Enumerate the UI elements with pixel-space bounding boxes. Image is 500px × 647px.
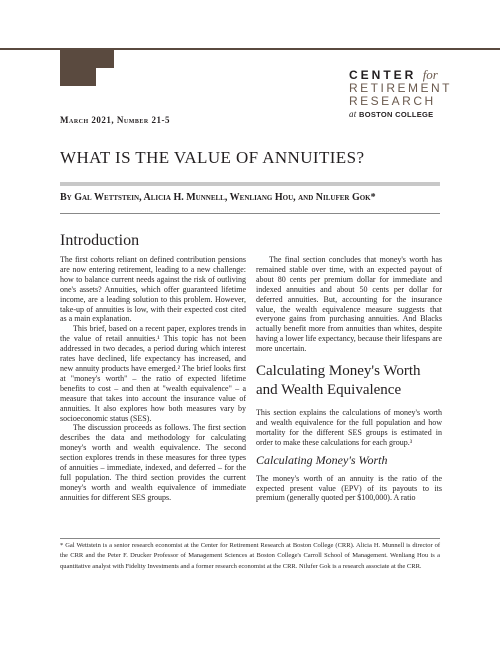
section-paragraph: This section explains the calculations of money's worth and wealth equivalence for the full population and how mortality for the different SES groups is estimated in order to make these calculations for each group.³: [256, 408, 442, 447]
subsection-heading: Calculating Money's Worth: [256, 452, 388, 467]
author-rule: [60, 213, 440, 214]
crr-logo: [349, 68, 452, 121]
intro-paragraph-2: This brief, based on a recent paper, explores trends in the value of retail annuities.¹ This topic has not been addressed in two decades, a period during which interest rates have declined, life expectancy has increased, and new annuity products have emerged.² The brief looks first at "money's worth" – the ratio of expected lifetime benefits to cost – and then at "wealth equivalence" – a measure that takes into account the insurance value of annuities. It also explores how both measures vary by socioeconomic status (SES).: [60, 324, 246, 423]
issue-number: March 2021, Number 21-5: [60, 115, 170, 125]
author-line: By Gal Wettstein, Alicia H. Munnell, Wenliang Hou, and Nilufer Gok*: [60, 192, 376, 203]
logo-retirement: RETIREMENT: [349, 81, 452, 95]
intro-paragraph-1: The first cohorts reliant on defined contribution pensions are now entering retirement, leading to a new challenge: how to balance current needs against the risk of outliving one's assets? Annuities, which offer guaranteed lifetime income, are a leading solution to this problem. However, take-up of annuities is low, with their expected cost cited as a main explanation.: [60, 255, 246, 324]
logo-for: for: [422, 67, 438, 82]
section-heading: Calculating Money's Worth and Wealth Equivalence: [256, 363, 421, 399]
right-column: [256, 255, 442, 503]
page-title: WHAT IS THE VALUE OF ANNUITIES?: [60, 148, 365, 167]
conclusion-paragraph: The final section concludes that money's worth has remained stable over time, with an expected payout of about 80 cents per premium dollar for immediate and indexed annuities and about 50 cents per dollar for deferred annuities. But, accounting for the insurance value, the wealth equivalence measure suggests that everyone gains from purchasing annuities. And Blacks actually benefit more from annuities than whites, despite having a lower life expectancy, because their lifespans are more uncertain.: [256, 255, 442, 354]
logo-research: RESEARCH: [349, 94, 436, 108]
logo-square-large: [60, 50, 96, 86]
logo-college: BOSTON COLLEGE: [359, 110, 434, 119]
title-rule: [60, 182, 440, 186]
intro-heading: Introduction: [60, 232, 140, 249]
left-column: [60, 255, 246, 503]
intro-paragraph-3: The discussion proceeds as follows. The first section describes the data and methodology for calculating money's worth and wealth equivalence. The second section explores trends in these measures for three types of annuities – immediate, indexed, and deferred – for the full population. The third section provides the current money's worth and wealth equivalence of immediate annuities for different SES groups.: [60, 423, 246, 502]
logo-at: at: [349, 109, 357, 119]
footnote-rule: [60, 538, 440, 539]
author-footnote: * Gal Wettstein is a senior research economist at the Center for Retirement Research at Boston College (CRR). Alicia H. Munnell is director of the CRR and the Peter F. Drucker Professor of Management Sciences at Boston College's Carroll School of Management. Wenliang Hou is a quantitative analyst with Fidelity Investments and a former research economist at the CRR. Nilufer Gok is a research associate at the CRR.: [60, 542, 440, 570]
subsection-paragraph: The money's worth of an annuity is the ratio of the expected present value (EPV) of its payouts to its premium (generally quoted per $100,000). A ratio: [256, 473, 442, 503]
logo-center: CENTER: [349, 68, 417, 82]
logo-square-small: [96, 50, 114, 68]
